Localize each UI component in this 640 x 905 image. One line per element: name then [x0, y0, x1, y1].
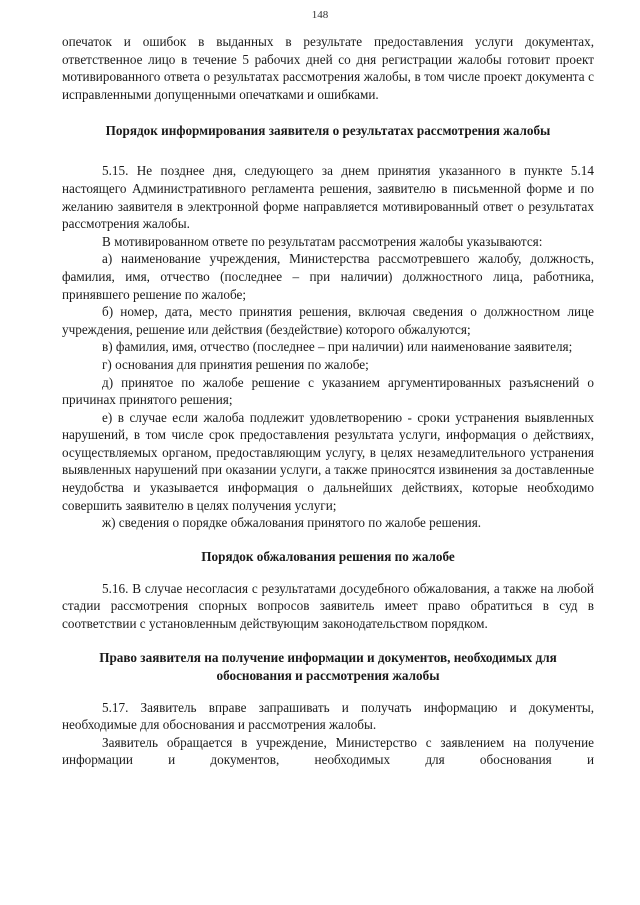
- intro-paragraph: опечаток и ошибок в выданных в результате предоставления услуги документах, ответственное лицо в течение 5 рабочих дней со дня регистрации жалобы готовит проект мотивированного ответа о результатах рассмотрения жалобы, в том числе проект документа с исправленными допущенными опечатками и ошибками.: [62, 34, 594, 102]
- section-heading-right-to-info: Право заявителя на получение информации и документов, необходимых для обоснования и рассмотрения жалобы: [99, 649, 557, 683]
- section-heading-informing: Порядок информирования заявителя о результатах рассмотрения жалобы: [105, 123, 551, 139]
- paragraph-5-17: 5.17. Заявитель вправе запрашивать и получать информацию и документы, необходимые для обоснования и рассмотрения жалобы.: [62, 699, 594, 733]
- paragraph-5-16: 5.16. В случае несогласия с результатами досудебного обжалования, а также на любой стадии рассмотрения спорных вопросов заявитель имеет право обратиться в суд в соответствии с установленным действующим законодательством порядком.: [62, 580, 594, 632]
- paragraph-request: Заявитель обращается в учреждение, Министерство с заявлением на получение информации и документов, необходимых для обоснования и: [62, 734, 594, 768]
- section-heading-appeal: Порядок обжалования решения по жалобе: [201, 548, 455, 564]
- list-item-v: в) фамилия, имя, отчество (последнее – при наличии) или наименование заявителя;: [102, 339, 573, 355]
- paragraph-5-15: 5.15. Не позднее дня, следующего за днем принятия указанного в пункте 5.14 настоящего Административного регламента решения, заявителю в письменной форме и по желанию заявителя в электронной форме направляется мотивированный ответ о результатах рассмотрения жалобы.: [62, 163, 594, 232]
- list-item-b: б) номер, дата, место принятия решения, включая сведения о должностном лице учреждения, решение или действия (бездействие) которого обжалуются;: [62, 304, 594, 337]
- list-item-d: д) принятое по жалобе решение с указанием аргументированных разъяснений о причинах принятого решения;: [62, 374, 594, 408]
- list-item-zh: ж) сведения о порядке обжалования принятого по жалобе решения.: [102, 515, 482, 531]
- list-item-g: г) основания для принятия решения по жалобе;: [102, 356, 369, 372]
- document-body: [62, 33, 594, 769]
- page-number: 148: [311, 9, 329, 21]
- list-item-e: е) в случае если жалоба подлежит удовлетворению - сроки устранения выявленных нарушений, в том числе срок предоставления результата услуги, информация о действиях, осуществляемых органом, предоставляющим услугу, в целях незамедлительного устранения выявленных нарушений при оказании услуги, а также приносятся извинения за доставленные неудобства и указывается информация о дальнейших действиях, которые необходимо совершить заявителю в целях получения услуги;: [62, 409, 594, 513]
- list-item-a: а) наименование учреждения, Министерства рассмотревшего жалобу, должность, фамилия, имя, отчество (последнее – при наличии) должностного лица, работника, принявшего решение по жалобе;: [62, 251, 594, 302]
- paragraph-answer-intro: В мотивированном ответе по результатам рассмотрения жалобы указываются:: [102, 233, 543, 249]
